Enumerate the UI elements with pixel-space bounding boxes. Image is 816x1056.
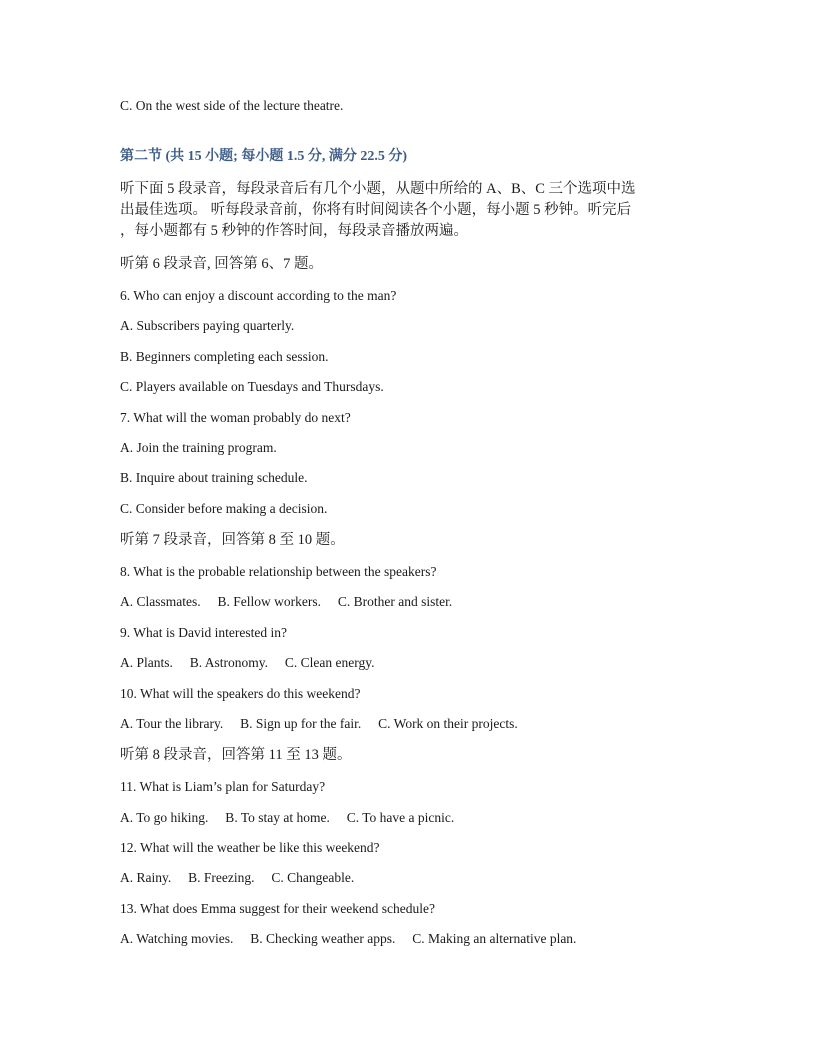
question-12: 12. What will the weather be like this weekend?	[120, 840, 380, 855]
question-6: 6. Who can enjoy a discount according to the man?	[120, 288, 397, 303]
question-11-options: A. To go hiking. B. To stay at home. C. To have a picnic.	[120, 810, 455, 825]
question-6-option-c: C. Players available on Tuesdays and Thursdays.	[120, 379, 384, 394]
segment-6-heading: 听第 6 段录音, 回答第 6、7 题。	[120, 256, 323, 272]
question-7-option-c: C. Consider before making a decision.	[120, 501, 328, 516]
instructions-line-3: ，每小题都有 5 秒钟的作答时间，每段录音播放两遍。	[120, 223, 468, 239]
segment-8-heading: 听第 8 段录音，回答第 11 至 13 题。	[120, 747, 352, 763]
q5-option-c: C. On the west side of the lecture theatre.	[120, 98, 344, 113]
question-7-option-a: A. Join the training program.	[120, 440, 277, 455]
question-8-options: A. Classmates. B. Fellow workers. C. Brother and sister.	[120, 594, 453, 609]
question-11: 11. What is Liam’s plan for Saturday?	[120, 779, 326, 794]
question-6-option-b: B. Beginners completing each session.	[120, 349, 329, 364]
section-title: 第二节 (共 15 小题; 每小题 1.5 分, 满分 22.5 分)	[120, 149, 407, 164]
question-13-options: A. Watching movies. B. Checking weather apps. C. Making an alternative plan.	[120, 931, 577, 946]
question-10-options: A. Tour the library. B. Sign up for the fair. C. Work on their projects.	[120, 716, 518, 731]
question-7-option-b: B. Inquire about training schedule.	[120, 470, 308, 485]
question-9-options: A. Plants. B. Astronomy. C. Clean energy.	[120, 655, 375, 670]
instructions-line-2: 出最佳选项。 听每段录音前，你将有时间阅读各个小题，每小题 5 秒钟。听完后	[120, 202, 632, 218]
question-12-options: A. Rainy. B. Freezing. C. Changeable.	[120, 870, 355, 885]
question-6-option-a: A. Subscribers paying quarterly.	[120, 318, 295, 333]
question-9: 9. What is David interested in?	[120, 625, 287, 640]
segment-7-heading: 听第 7 段录音，回答第 8 至 10 题。	[120, 532, 345, 548]
instructions-line-1: 听下面 5 段录音，每段录音后有几个小题，从题中所给的 A、B、C 三个选项中选	[120, 181, 636, 197]
question-10: 10. What will the speakers do this weekend?	[120, 686, 361, 701]
question-7: 7. What will the woman probably do next?	[120, 410, 351, 425]
question-8: 8. What is the probable relationship between the speakers?	[120, 564, 437, 579]
question-13: 13. What does Emma suggest for their weekend schedule?	[120, 901, 436, 916]
